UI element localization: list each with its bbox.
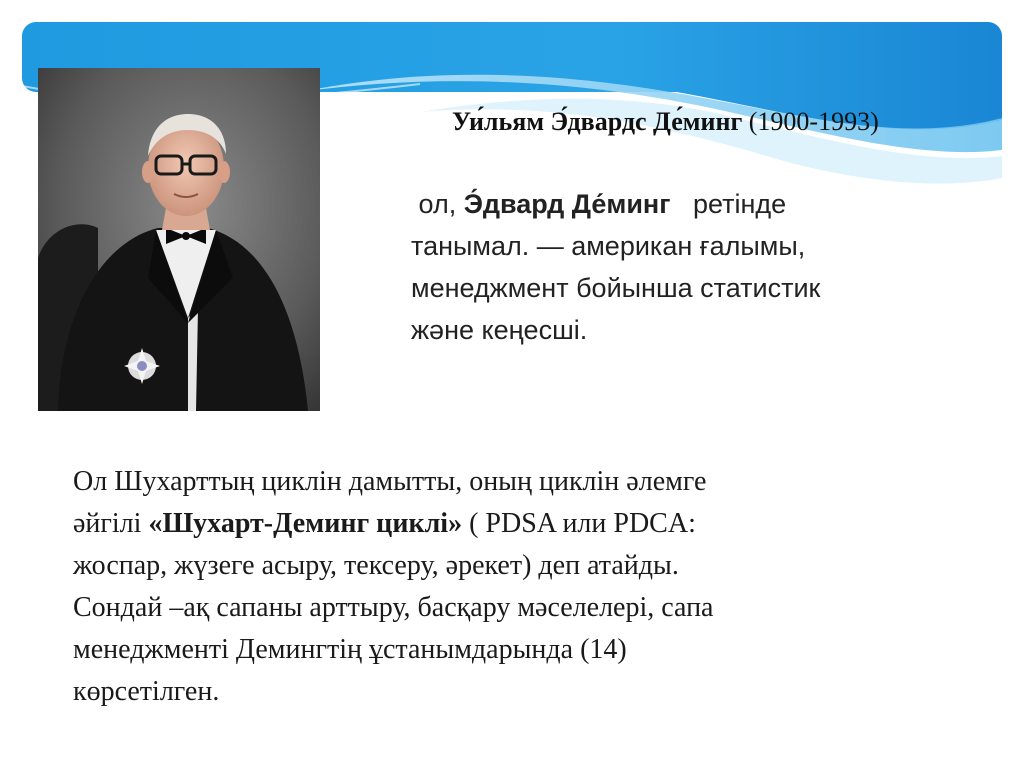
- body-line-2-bold-cycle-name: «Шухарт-Деминг циклі»: [148, 508, 463, 539]
- body-paragraph: [73, 461, 973, 713]
- slide-title: [452, 106, 992, 138]
- intro-line-1: [411, 183, 971, 225]
- portrait-photo: [38, 68, 320, 411]
- intro-line-1-suffix: ретінде: [693, 189, 787, 219]
- title-name: Уи́льям Э́двардс Де́минг: [452, 107, 743, 136]
- body-line-5: менеджменті Демингтің ұстанымдарында (14): [73, 634, 627, 665]
- intro-line-4: және кеңесші.: [411, 315, 588, 345]
- intro-paragraph: [411, 183, 971, 351]
- portrait-illustration: [38, 68, 320, 411]
- body-line-2-prefix: әйгілі: [73, 508, 149, 539]
- body-line-3: жоспар, жүзеге асыру, тексеру, әрекет) деп атайды.: [73, 550, 679, 581]
- body-line-2-suffix: ( PDSA или PDCA:: [462, 508, 696, 539]
- title-years: (1900-1993): [742, 107, 879, 136]
- body-line-6: көрсетілген.: [73, 676, 220, 707]
- intro-line-2: танымал. — американ ғалымы,: [411, 231, 806, 261]
- intro-line-3: менеджмент бойынша статистик: [411, 273, 821, 303]
- body-line-1: Ол Шухарттың циклін дамытты, оның циклін әлемге: [73, 466, 707, 497]
- body-line-2: [73, 503, 973, 545]
- intro-line-1-bold-name: Э́двард Де́минг: [463, 189, 671, 219]
- body-line-4: Сондай –ақ сапаны арттыру, басқару мәселелері, сапа: [73, 592, 714, 623]
- intro-line-1-prefix: ол,: [418, 189, 464, 219]
